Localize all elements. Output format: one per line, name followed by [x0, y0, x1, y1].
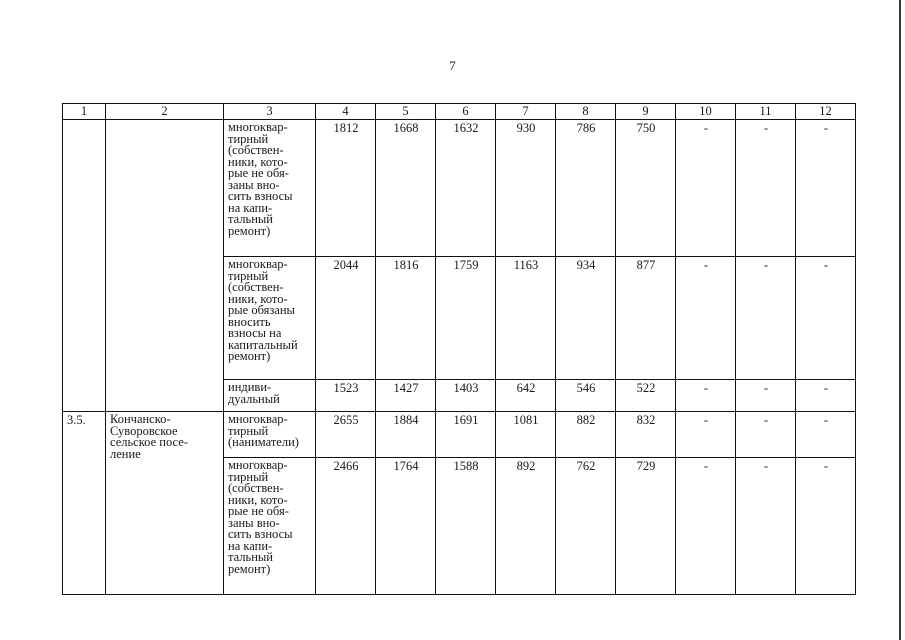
value-cell: 1632	[436, 120, 496, 257]
value-cell: 1759	[436, 257, 496, 380]
value-cell: 2466	[316, 458, 376, 595]
value-cell: 832	[616, 412, 676, 458]
value-cell: -	[796, 257, 856, 380]
header-cell: 5	[376, 104, 436, 120]
value-cell: 2655	[316, 412, 376, 458]
settlement-name-cell	[106, 120, 224, 412]
value-cell: -	[676, 458, 736, 595]
value-cell: 930	[496, 120, 556, 257]
value-cell: 762	[556, 458, 616, 595]
value-cell: -	[736, 458, 796, 595]
value-cell: 1764	[376, 458, 436, 595]
value-cell: -	[676, 120, 736, 257]
header-cell: 8	[556, 104, 616, 120]
value-cell: 892	[496, 458, 556, 595]
scan-edge-line	[899, 0, 901, 640]
value-cell: -	[676, 257, 736, 380]
header-cell: 2	[106, 104, 224, 120]
value-cell: -	[796, 380, 856, 412]
value-cell: 750	[616, 120, 676, 257]
value-cell: 1812	[316, 120, 376, 257]
value-cell: 546	[556, 380, 616, 412]
row-number-cell	[63, 120, 106, 412]
header-row	[63, 104, 856, 120]
header-cell: 10	[676, 104, 736, 120]
value-cell: 1081	[496, 412, 556, 458]
data-table	[62, 103, 856, 595]
value-cell: 1523	[316, 380, 376, 412]
value-cell: 1403	[436, 380, 496, 412]
value-cell: 786	[556, 120, 616, 257]
value-cell: -	[736, 412, 796, 458]
settlement-name-cell: Кончанско- Суворовское сельское посе- ление	[106, 412, 224, 595]
housing-type-cell: индиви- дуальный	[224, 380, 316, 412]
housing-type-cell: многоквар- тирный (наниматели)	[224, 412, 316, 458]
value-cell: 882	[556, 412, 616, 458]
value-cell: 877	[616, 257, 676, 380]
value-cell: 1691	[436, 412, 496, 458]
table-row	[63, 120, 856, 257]
value-cell: 2044	[316, 257, 376, 380]
header-cell: 4	[316, 104, 376, 120]
value-cell: -	[736, 257, 796, 380]
value-cell: -	[796, 412, 856, 458]
value-cell: 1163	[496, 257, 556, 380]
value-cell: -	[736, 380, 796, 412]
page-number: 7	[449, 58, 456, 73]
value-cell: 1668	[376, 120, 436, 257]
value-cell: 1427	[376, 380, 436, 412]
header-cell: 3	[224, 104, 316, 120]
housing-type-cell: многоквар- тирный (собствен- ники, кото- рые не обя- заны вно- сить взносы на капи- тальный ремонт)	[224, 120, 316, 257]
table-row	[63, 412, 856, 458]
header-cell: 1	[63, 104, 106, 120]
value-cell: 522	[616, 380, 676, 412]
value-cell: -	[676, 412, 736, 458]
header-cell: 6	[436, 104, 496, 120]
value-cell: -	[796, 120, 856, 257]
header-cell: 9	[616, 104, 676, 120]
housing-type-cell: многоквар- тирный (собствен- ники, кото- рые не обя- заны вно- сить взносы на капи- тальный ремонт)	[224, 458, 316, 595]
header-cell: 12	[796, 104, 856, 120]
value-cell: 729	[616, 458, 676, 595]
value-cell: -	[736, 120, 796, 257]
value-cell: 1884	[376, 412, 436, 458]
housing-type-cell: многоквар- тирный (собствен- ники, кото- рые обязаны вносить взносы на капитальный ремонт)	[224, 257, 316, 380]
value-cell: 642	[496, 380, 556, 412]
value-cell: 934	[556, 257, 616, 380]
header-cell: 7	[496, 104, 556, 120]
value-cell: -	[796, 458, 856, 595]
value-cell: 1816	[376, 257, 436, 380]
value-cell: 1588	[436, 458, 496, 595]
row-number-cell: 3.5.	[63, 412, 106, 595]
header-cell: 11	[736, 104, 796, 120]
value-cell: -	[676, 380, 736, 412]
